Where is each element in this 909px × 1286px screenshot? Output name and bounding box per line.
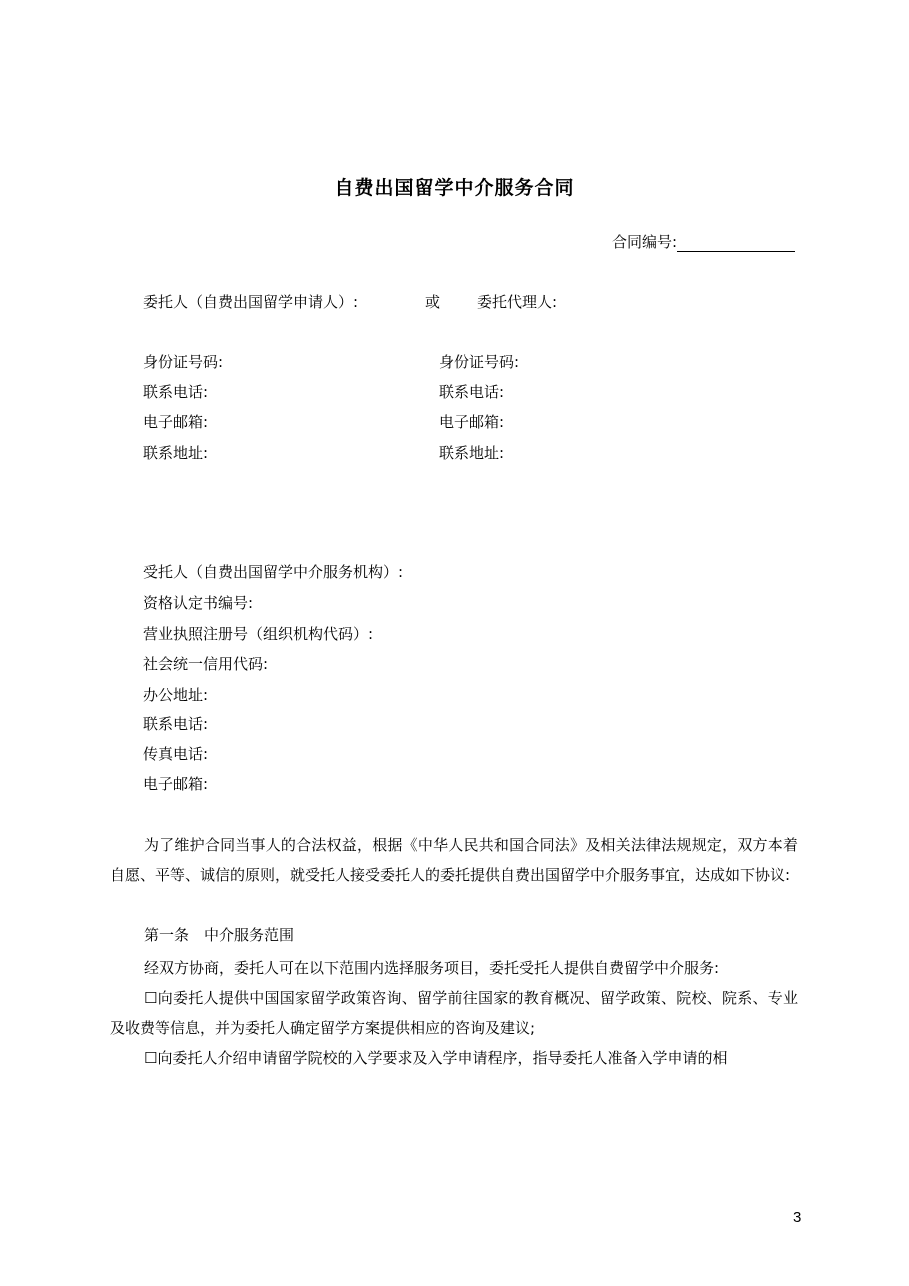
agent-address-label: 联系地址: bbox=[439, 444, 505, 462]
article-1-heading: 第一条 中介服务范围 bbox=[144, 926, 295, 944]
fax-label: 传真电话: bbox=[143, 745, 209, 763]
client-label: 委托人（自费出国留学申请人）: bbox=[143, 293, 359, 311]
credit-code-label: 社会统一信用代码: bbox=[143, 655, 269, 673]
business-license-label: 营业执照注册号（组织机构代码）: bbox=[143, 625, 374, 643]
document-title: 自费出国留学中介服务合同 bbox=[334, 177, 575, 199]
client-phone-label: 联系电话: bbox=[143, 383, 209, 401]
trustee-email-label: 电子邮箱: bbox=[143, 775, 209, 793]
or-label: 或 bbox=[425, 293, 441, 311]
client-email-label: 电子邮箱: bbox=[143, 413, 209, 431]
client-id-label: 身份证号码: bbox=[143, 353, 224, 371]
article-1-intro: 经双方协商，委托人可在以下范围内选择服务项目，委托受托人提供自费留学中介服务: bbox=[144, 959, 720, 977]
contract-number bbox=[612, 232, 795, 252]
client-address-label: 联系地址: bbox=[143, 444, 209, 462]
intro-paragraph: 为了维护合同当事人的合法权益，根据《中华人民共和国合同法》及相关法律法规规定，双方本着自愿、平等、诚信的原则，就受托人接受委托人的委托提供自费出国留学中介服务事宜，达成如下协议: bbox=[110, 836, 798, 884]
qualification-number-label: 资格认定书编号: bbox=[143, 594, 254, 612]
service-item-2: ☐向委托人介绍申请留学院校的入学要求及入学申请程序，指导委托人准备入学申请的相 bbox=[144, 1049, 728, 1067]
agent-email-label: 电子邮箱: bbox=[439, 413, 505, 431]
trustee-label: 受托人（自费出国留学中介服务机构）: bbox=[143, 563, 404, 581]
service-item-1: ☐向委托人提供中国国家留学政策咨询、留学前往国家的教育概况、留学政策、院校、院系、专业及收费等信息，并为委托人确定留学方案提供相应的咨询及建议; bbox=[110, 989, 798, 1037]
trustee-phone-label: 联系电话: bbox=[143, 715, 209, 733]
page-number: 3 bbox=[793, 1209, 802, 1226]
agent-label: 委托代理人: bbox=[477, 293, 558, 311]
contract-number-label: 合同编号: bbox=[612, 233, 678, 251]
contract-number-blank bbox=[677, 234, 795, 252]
agent-phone-label: 联系电话: bbox=[439, 383, 505, 401]
office-address-label: 办公地址: bbox=[143, 686, 209, 704]
agent-id-label: 身份证号码: bbox=[439, 353, 520, 371]
